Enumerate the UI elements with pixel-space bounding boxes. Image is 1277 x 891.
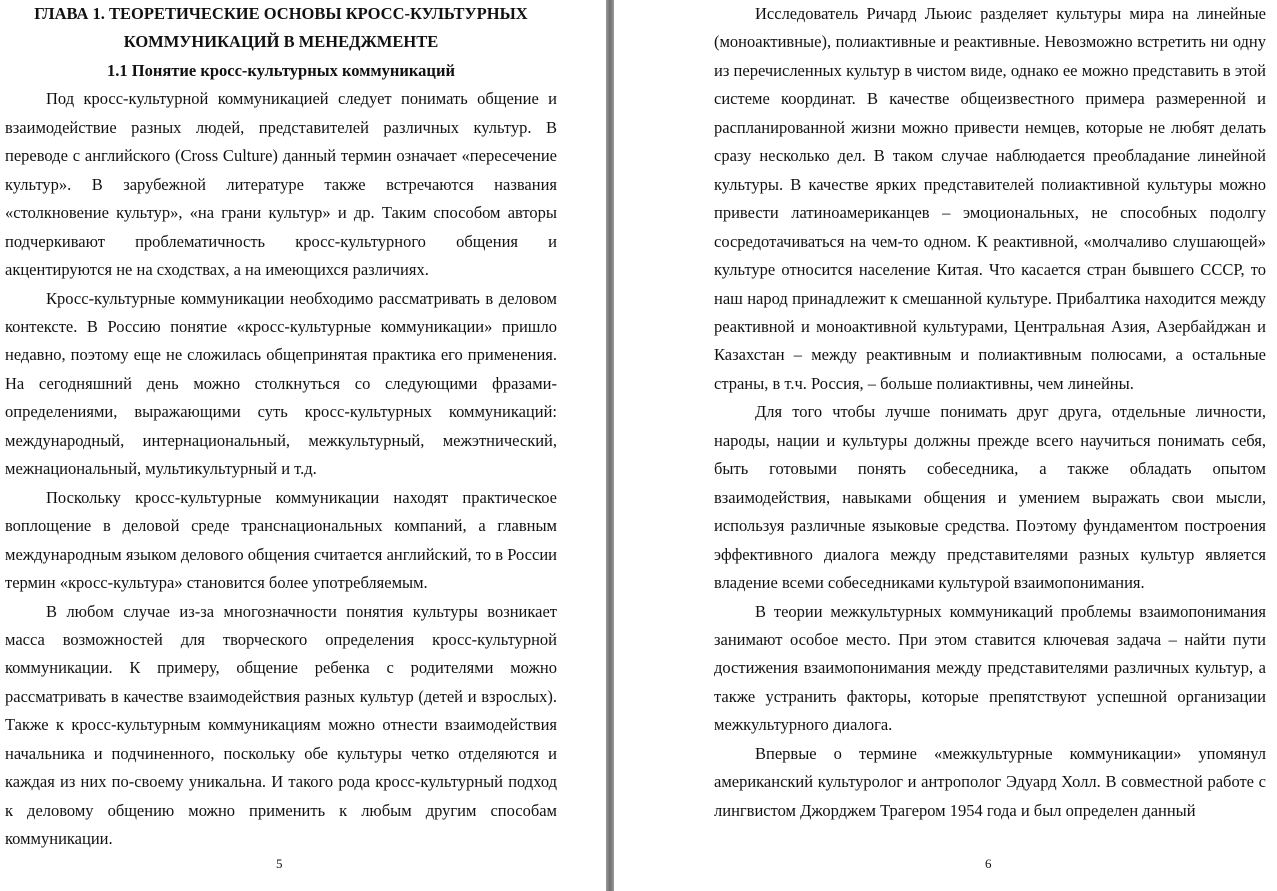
document-page-right — [614, 0, 1277, 891]
paragraph: Впервые о термине «межкультурные коммуникации» упомянул американский культуролог и антрополог Эдуард Холл. В совместной работе с лингвистом Джорджем Трагером 1954 года и был определен данный — [714, 743, 1266, 820]
page-divider — [606, 0, 614, 891]
paragraph: Кросс-культурные коммуникации необходимо рассматривать в деловом контексте. В Россию понятие «кросс-культурные коммуникации» пришло недавно, поэтому еще не сложилась общепринятая практика его применения. На сегодняшний день можно столкнуться со следующими фразами-определениями, выражающими суть кросс-культурных коммуникаций: международный, интернациональный, межкультурный, межэтнический, межнациональный, мультикультурный и т.д. — [5, 288, 557, 479]
page-text-right — [714, 0, 1266, 825]
section-title: 1.1 Понятие кросс-культурных коммуникаций — [107, 60, 455, 80]
paragraph: Исследователь Ричард Льюис разделяет культуры мира на линейные (моноактивные), полиактивные и реактивные. Невозможно встретить ни одну из перечисленных культур в чистом виде, однако ее можно представить в этой системе координат. В качестве общеизвестного примера размеренной и распланированной жизни можно привести немцев, которые не любят делать сразу несколько дел. В таком случае наблюдается преобладание линейной культуры. В качестве ярких представителей полиактивной культуры можно привести латиноамериканцев – эмоциональных, не способных подолгу сосредотачиваться на чем-то одном. К реактивной, «молчаливо слушающей» культуре относится население Китая. Что касается стран бывшего СССР, то наш народ принадлежит к смешанной культуре. Прибалтика находится между реактивной и моноактивной культурами, Центральная Азия, Азербайджан и Казахстан – между реактивным и полиактивным полюсами, а остальные страны, в т.ч. Россия, – больше полиактивны, чем линейны. — [714, 4, 1266, 393]
chapter-title — [5, 0, 557, 57]
chapter-title-line-1: ГЛАВА 1. ТЕОРЕТИЧЕСКИЕ ОСНОВЫ КРОСС-КУЛЬТУРНЫХ — [34, 4, 528, 23]
page-number: 5 — [276, 856, 283, 871]
chapter-title-line-2: КОММУНИКАЦИЙ В МЕНЕДЖМЕНТЕ — [123, 32, 439, 52]
paragraph: Под кросс-культурной коммуникацией следует понимать общение и взаимодействие разных людей, представителей различных культур. В переводе с английского (Cross Culture) данный термин означает «пересечение культур». В зарубежной литературе также встречаются названия «столкновение культур», «на грани культур» и др. Таким способом авторы подчеркивают проблематичность кросс-культурного общения и акцентируются не на сходствах, а на имеющихся различиях. — [5, 89, 557, 280]
document-page-left — [0, 0, 606, 891]
paragraph: Для того чтобы лучше понимать друг друга, отдельные личности, народы, нации и культуры должны прежде всего научиться понимать себя, быть готовыми понять собеседника, а также обладать опытом взаимодействия, навыками общения и умением выражать свои мысли, используя различные языковые средства. Поэтому фундаментом построения эффективного диалога между представителями разных культур является владение всеми собеседниками культурой взаимопонимания. — [714, 402, 1266, 593]
paragraph: В теории межкультурных коммуникаций проблемы взаимопонимания занимают особое место. При этом ставится ключевая задача – найти пути достижения взаимопонимания между представителями различных культур, а также устранить факторы, которые препятствуют успешной организации межкультурного диалога. — [714, 601, 1266, 735]
page-text-left — [5, 0, 557, 854]
paragraph: В любом случае из-за многозначности понятия культуры возникает масса возможностей для творческого определения кросс-культурной коммуникации. К примеру, общение ребенка с родителями можно рассматривать в качестве взаимодействия разных культур (детей и взрослых). Также к кросс-культурным коммуникациям можно отнести взаимодействия начальника и подчиненного, поскольку обе культуры четко отделяются и каждая из них по-своему уникальна. И такого рода кросс-культурный подход к деловому общению можно применить к любым другим способам коммуникации. — [5, 601, 557, 849]
page-number: 6 — [985, 856, 992, 871]
paragraph: Поскольку кросс-культурные коммуникации находят практическое воплощение в деловой среде транснациональных компаний, а главным международным языком делового общения считается английский, то в России термин «кросс-культура» становится более употребляемым. — [5, 487, 557, 593]
